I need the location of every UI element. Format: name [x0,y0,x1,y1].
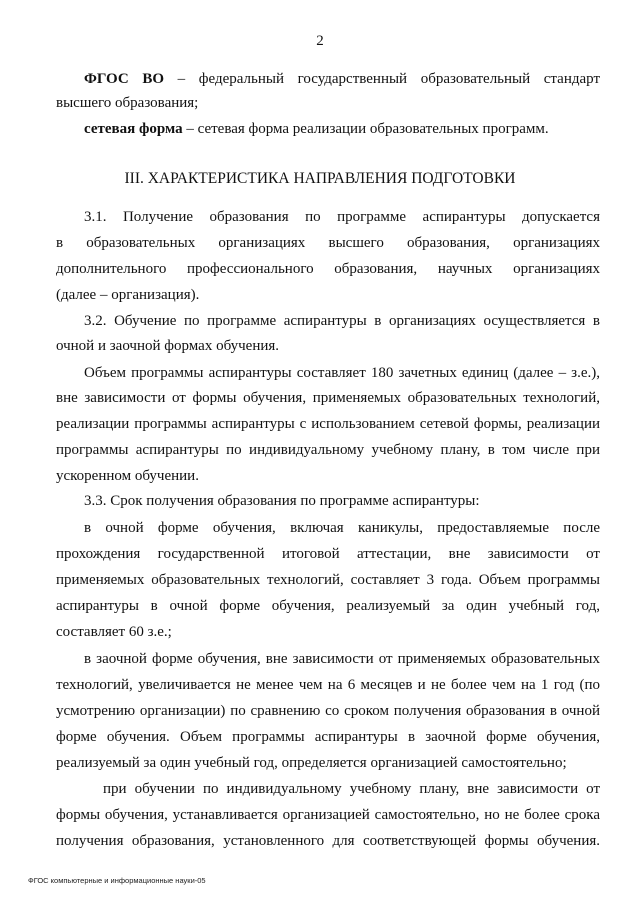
paragraph-line: получения образования, установленного для соответствующей формы обучения. [56,833,600,849]
definition-term: ФГОС ВО [84,71,165,87]
paragraph-line: в образовательных организациях высшего образования, организациях [56,235,600,251]
definition-term: сетевая форма [84,121,183,137]
paragraph-line: 3.1. Получение образования по программе аспирантуры допускается [84,209,600,225]
page-number: 2 [316,33,324,49]
section-heading: III. ХАРАКТЕРИСТИКА НАПРАВЛЕНИЯ ПОДГОТОВКИ [124,170,516,187]
paragraph-line: технологий, увеличивается не менее чем на 6 месяцев и не более чем на 1 год (по [56,677,600,693]
page-footer: ФГОС компьютерные и информационные науки-05 [28,876,206,885]
paragraph-line: 3.3. Срок получения образования по программе аспирантуры: [84,493,480,509]
definition-text: – сетевая форма реализации образовательных программ. [186,121,549,137]
paragraph-line: ускоренном обучении. [56,468,199,484]
definition-fgos [84,70,600,88]
paragraph-line: форме обучения. Объем программы аспирантуры в заочной форме обучения, [56,729,600,745]
paragraph-line: при обучении по индивидуальному учебному плану, вне зависимости от [103,781,600,797]
paragraph-line: реализуемый за один учебный год, определяется организацией самостоятельно; [56,755,567,771]
paragraph-line: прохождения государственной итоговой аттестации, вне зависимости от [56,546,600,562]
paragraph-line: программы аспирантуры по индивидуальному учебному плану, в том числе при [56,442,600,458]
paragraph-line: очной и заочной формах обучения. [56,338,280,354]
paragraph-line: в очной форме обучения, включая каникулы, предоставляемые после [84,520,600,536]
definition-text: – федеральный государственный образовательный стандарт [177,71,600,87]
paragraph-line: усмотрению организации) по сравнению со сроком получения образования в очной [56,703,600,719]
paragraph-line: применяемых образовательных технологий, составляет 3 года. Объем программы [56,572,600,588]
definition-network [84,120,549,138]
paragraph-line: в заочной форме обучения, вне зависимости от применяемых образовательных [84,651,600,667]
paragraph-line: составляет 60 з.е.; [56,624,172,640]
definition-fgos-cont: высшего образования; [56,95,199,111]
paragraph-line: Объем программы аспирантуры составляет 180 зачетных единиц (далее – з.е.), [84,365,600,381]
paragraph-line: реализации программы аспирантуры с использованием сетевой формы, реализации [56,416,600,432]
paragraph-line: дополнительного профессионального образования, научных организациях [56,261,600,277]
paragraph-line: формы обучения, устанавливается организацией самостоятельно, но не более срока [56,807,600,823]
paragraph-line: 3.2. Обучение по программе аспирантуры в организациях осуществляется в [84,313,600,329]
paragraph-line: аспирантуры в очной форме обучения, реализуемый за один учебный год, [56,598,600,614]
paragraph-line: (далее – организация). [56,287,200,303]
paragraph-line: вне зависимости от формы обучения, применяемых образовательных технологий, [56,390,600,406]
